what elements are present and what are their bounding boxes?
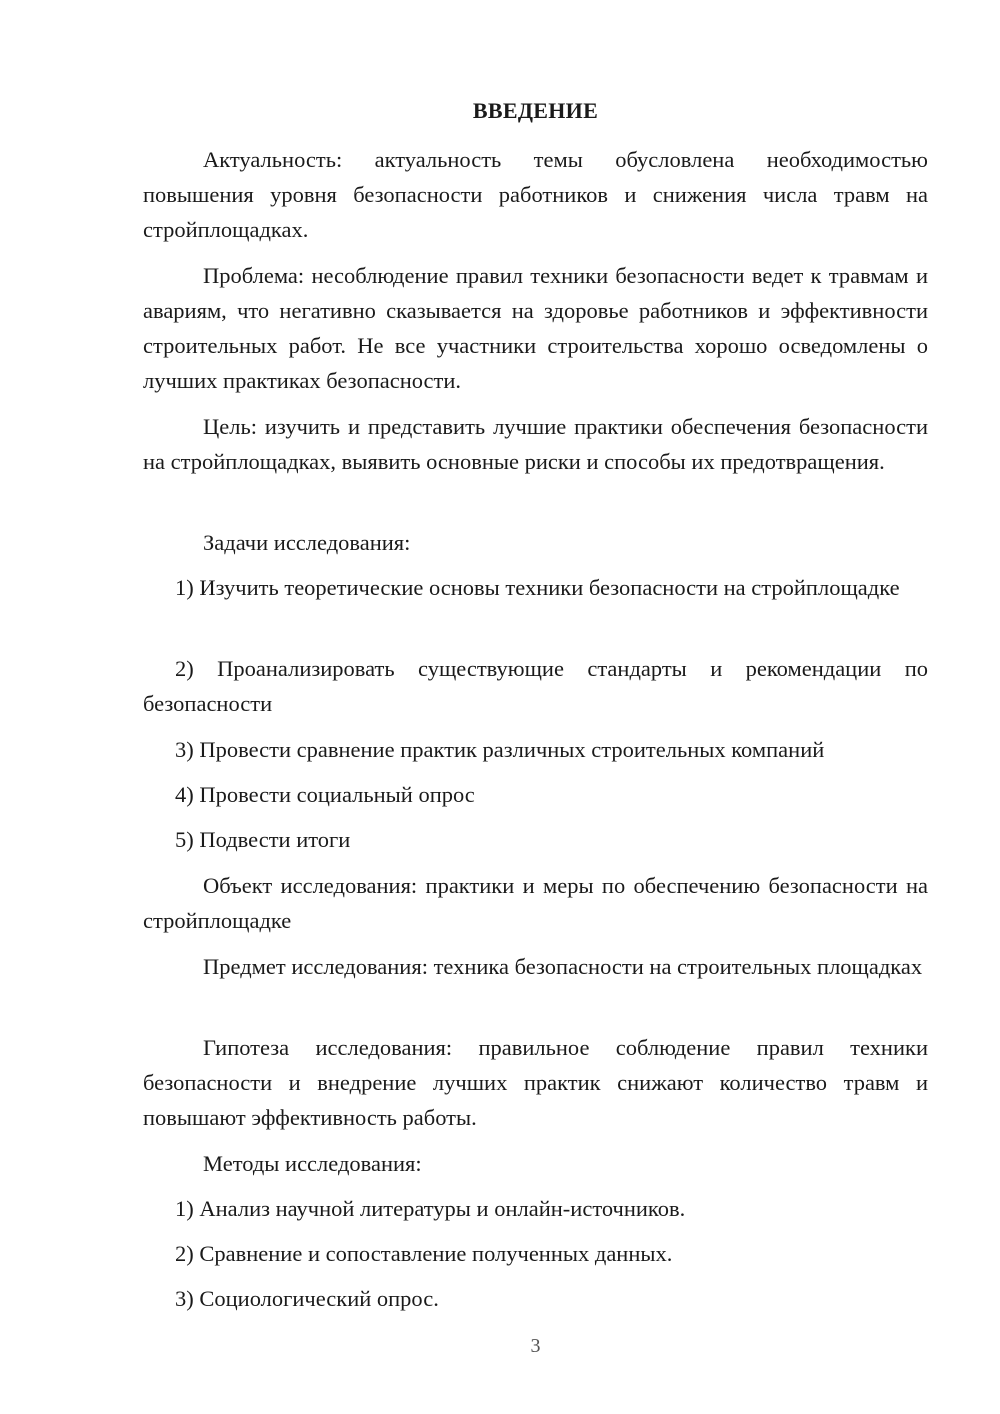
list-item-method-2: 2) Сравнение и сопоставление полученных данных.: [175, 1241, 673, 1266]
paragraph-object: Объект исследования: практики и меры по обеспечению безопасности на стройплощадке: [143, 873, 928, 933]
document-page: [143, 0, 928, 1414]
page-number: 3: [530, 1335, 541, 1357]
list-item-task-2: 2) Проанализировать существующие стандарты и рекомендации по безопасности: [143, 656, 928, 716]
paragraph-goal: Цель: изучить и представить лучшие практики обеспечения безопасности на стройплощадках, выявить основные риски и способы их предотвращения.: [143, 414, 928, 474]
list-item-task-5: 5) Подвести итоги: [175, 827, 351, 852]
paragraph-tasks-heading: Задачи исследования:: [203, 530, 411, 555]
paragraph-problem: Проблема: несоблюдение правил техники безопасности ведет к травмам и авариям, что негативно сказывается на здоровье работников и эффективности строительных работ. Не все участники строительства хорошо осведомлены о лучших практиках безопасности.: [143, 263, 928, 393]
paragraph-relevance: Актуальность: актуальность темы обусловлена необходимостью повышения уровня безопасности работников и снижения числа травм на стройплощадках.: [143, 147, 928, 242]
paragraph-hypothesis: Гипотеза исследования: правильное соблюдение правил техники безопасности и внедрение лучших практик снижают количество травм и повышают эффективность работы.: [143, 1035, 928, 1130]
paragraph-methods-heading: Методы исследования:: [203, 1151, 422, 1176]
list-item-task-1: 1) Изучить теоретические основы техники безопасности на стройплощадке: [175, 575, 900, 600]
page-title: ВВЕДЕНИЕ: [472, 98, 599, 123]
list-item-method-3: 3) Социологический опрос.: [175, 1286, 439, 1311]
paragraph-subject: Предмет исследования: техника безопасности на строительных площадках: [203, 954, 923, 979]
list-item-task-4: 4) Провести социальный опрос: [175, 782, 475, 807]
list-item-method-1: 1) Анализ научной литературы и онлайн-источников.: [175, 1196, 686, 1221]
list-item-task-3: 3) Провести сравнение практик различных строительных компаний: [175, 737, 825, 762]
